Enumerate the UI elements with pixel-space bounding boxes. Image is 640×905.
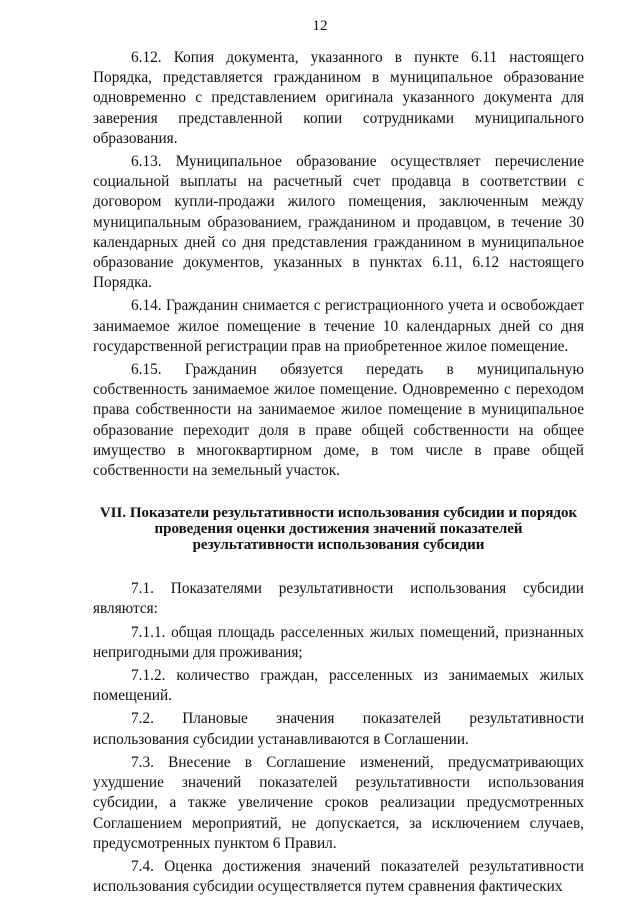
section-heading-line-2: проведения оценки достижения значений показателей (154, 521, 523, 538)
paragraph-7-3: 7.3. Внесение в Соглашение изменений, предусматривающих ухудшение значений показателей результативности использования субсидии, а также увеличение сроков реализации предусмотренных Соглашением мероприятий, не допускается, за исключением случаев, предусмотренных пунктом 6 Правил. (93, 753, 584, 852)
paragraph-6-13: 6.13. Муниципальное образование осуществляет перечисление социальной выплаты на расчетный счет продавца в соответствии с договором купли-продажи жилого помещения, заключенным между муниципальным образованием, гражданином и продавцом, в течение 30 календарных дней со дня представления гражданином в муниципальное образование документов, указанных в пунктах 6.11, 6.12 настоящего Порядка. (93, 153, 584, 292)
section-heading-line-1: VII. Показатели результативности использования субсидии и порядок (99, 505, 578, 522)
paragraph-6-12: 6.12. Копия документа, указанного в пункте 6.11 настоящего Порядка, представляется гражданином в муниципальное образование одновременно с представлением оригинала указанного документа для заверения представленной копии сотрудниками муниципального образования. (93, 49, 584, 147)
paragraph-7-4: 7.4. Оценка достижения значений показателей результативности использования субсидии осуществляется путем сравнения фактических (93, 857, 584, 896)
paragraph-7-1-2: 7.1.2. количество граждан, расселенных из занимаемых жилых помещений. (93, 667, 584, 705)
paragraph-7-1-1: 7.1.1. общая площадь расселенных жилых помещений, признанных непригодными для проживания; (93, 623, 584, 661)
document-body (93, 48, 584, 897)
section-heading (93, 505, 584, 553)
paragraph-6-15: 6.15. Гражданин обязуется передать в муниципальную собственность занимаемое жилое помещение. Одновременно с переходом права собственности на занимаемое жилое помещение в муниципальное образование переходит доля в праве общей собственности на общее имущество в многоквартирном доме, в том числе в праве общей собственности на земельный участок. (93, 361, 584, 480)
paragraph-6-14: 6.14. Гражданин снимается с регистрационного учета и освобождает занимаемое жилое помещение в течение 10 календарных дней со дня государственной регистрации прав на приобретенное жилое помещение. (93, 297, 584, 355)
page-number: 12 (312, 18, 328, 34)
paragraph-7-1: 7.1. Показателями результативности использования субсидии являются: (93, 580, 584, 618)
section-heading-line-3: результативности использования субсидии (192, 537, 485, 554)
paragraph-7-2: 7.2. Плановые значения показателей результативности использования субсидии устанавливаются в Соглашении. (93, 710, 584, 748)
